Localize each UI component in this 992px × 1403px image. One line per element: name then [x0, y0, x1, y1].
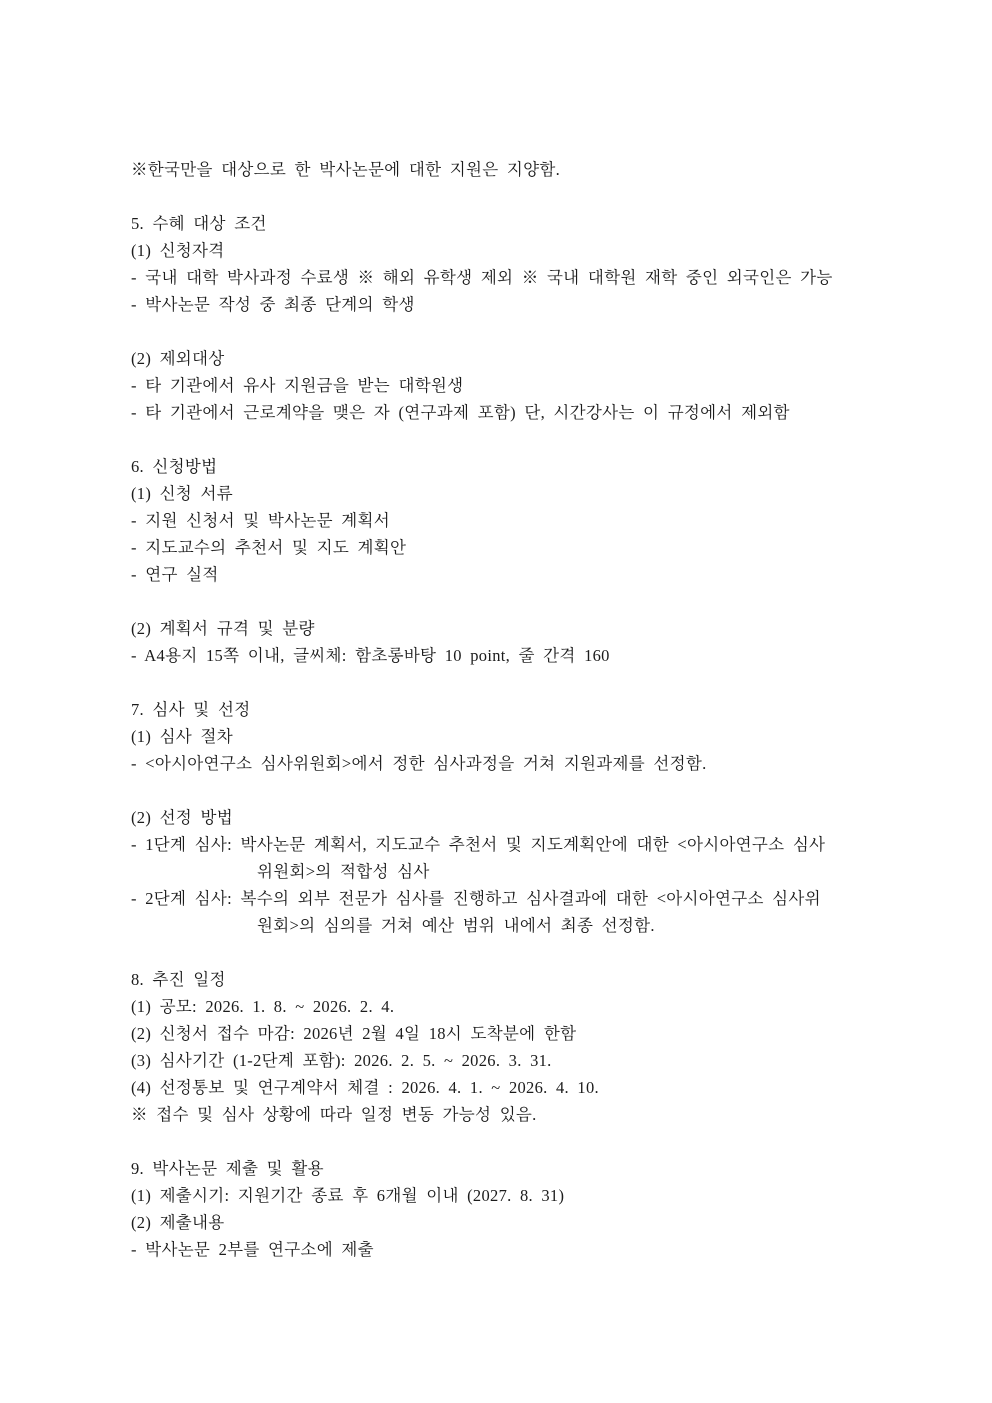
- text-line: (2) 제출내용: [131, 1213, 225, 1232]
- section-5-eligibility: [131, 210, 871, 318]
- text-line: ※ 접수 및 심사 상황에 따라 일정 변동 가능성 있음.: [131, 1105, 537, 1124]
- note-scope: [131, 156, 871, 183]
- text-line: ※한국만을 대상으로 한 박사논문에 대한 지원은 지양함.: [131, 160, 561, 179]
- text-line: (2) 계획서 규격 및 분량: [131, 619, 315, 638]
- text-line: 위원회>의 적합성 심사: [257, 862, 430, 881]
- section-6-plan-format: [131, 615, 871, 669]
- text-line: (1) 심사 절차: [131, 727, 233, 746]
- text-line: - 타 기관에서 근로계약을 맺은 자 (연구과제 포함) 단, 시간강사는 이 규정에서 제외함: [131, 403, 790, 422]
- text-line: - 타 기관에서 유사 지원금을 받는 대학원생: [131, 376, 464, 395]
- text-line: (1) 신청자격: [131, 241, 225, 260]
- text-line: (1) 신청 서류: [131, 484, 233, 503]
- text-line: (1) 제출시기: 지원기간 종료 후 6개월 이내 (2027. 8. 31): [131, 1186, 565, 1205]
- text-line: (2) 신청서 접수 마감: 2026년 2월 4일 18시 도착분에 한함: [131, 1024, 577, 1043]
- text-line: - 지원 신청서 및 박사논문 계획서: [131, 511, 391, 530]
- text-line: - 1단계 심사: 박사논문 계획서, 지도교수 추천서 및 지도계획안에 대한 <아시아연구소 심사: [131, 835, 826, 854]
- text-line: 5. 수혜 대상 조건: [131, 214, 267, 233]
- text-line: (3) 심사기간 (1-2단계 포함): 2026. 2. 5. ~ 2026. 3. 31.: [131, 1051, 552, 1070]
- section-9-submission: [131, 1155, 871, 1263]
- text-line: - 박사논문 작성 중 최종 단계의 학생: [131, 295, 415, 314]
- text-line: - 지도교수의 추천서 및 지도 계획안: [131, 538, 407, 557]
- text-line: (4) 선정통보 및 연구계약서 체결 : 2026. 4. 1. ~ 2026. 4. 10.: [131, 1078, 599, 1097]
- text-line: 8. 추진 일정: [131, 970, 226, 989]
- text-line: - 국내 대학 박사과정 수료생 ※ 해외 유학생 제외 ※ 국내 대학원 재학 중인 외국인은 가능: [131, 268, 833, 287]
- text-line: 7. 심사 및 선정: [131, 700, 251, 719]
- section-5-exclusions: [131, 345, 871, 426]
- document-body: [131, 156, 871, 1290]
- section-6-application: [131, 453, 871, 588]
- text-line: (2) 제외대상: [131, 349, 225, 368]
- text-line: - A4용지 15쪽 이내, 글씨체: 함초롱바탕 10 point, 줄 간격 160: [131, 646, 610, 665]
- text-line: - 연구 실적: [131, 565, 219, 584]
- text-line: (2) 선정 방법: [131, 808, 233, 827]
- text-line: 원회>의 심의를 거쳐 예산 범위 내에서 최종 선정함.: [257, 916, 655, 935]
- text-line: (1) 공모: 2026. 1. 8. ~ 2026. 2. 4.: [131, 997, 395, 1016]
- section-8-schedule: [131, 966, 871, 1128]
- section-7-selection-method: [131, 804, 871, 939]
- text-line: 9. 박사논문 제출 및 활용: [131, 1159, 324, 1178]
- text-line: 6. 신청방법: [131, 457, 218, 476]
- text-line: - 박사논문 2부를 연구소에 제출: [131, 1240, 374, 1259]
- text-line: - <아시아연구소 심사위원회>에서 정한 심사과정을 거쳐 지원과제를 선정함.: [131, 754, 707, 773]
- section-7-review: [131, 696, 871, 777]
- text-line: - 2단계 심사: 복수의 외부 전문가 심사를 진행하고 심사결과에 대한 <아시아연구소 심사위: [131, 889, 821, 908]
